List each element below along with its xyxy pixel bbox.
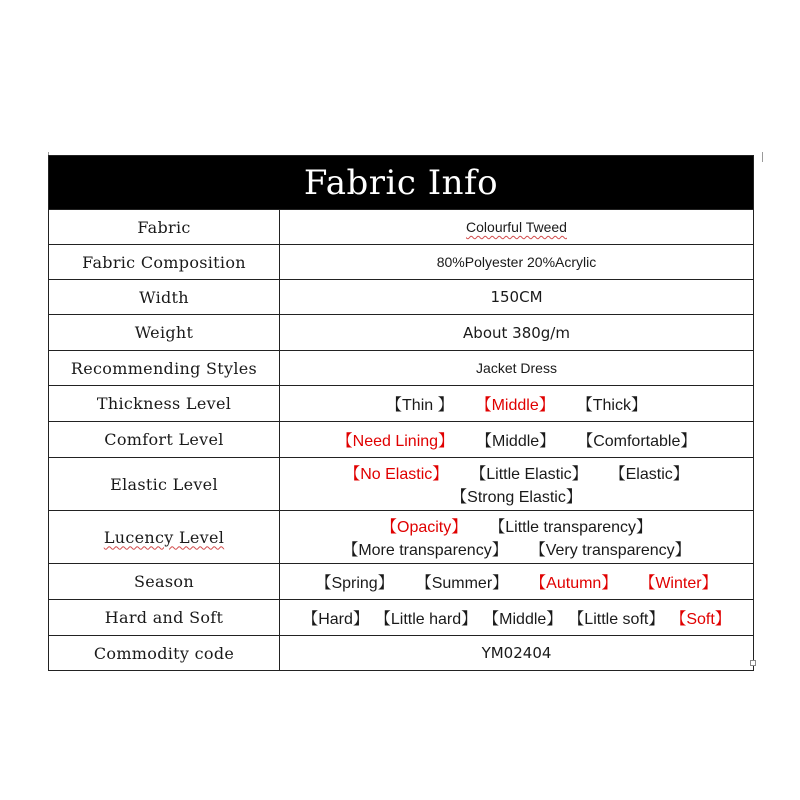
option-middle: 【Middle】 <box>483 611 563 628</box>
row-value <box>280 422 753 457</box>
table-row-commodity-code <box>49 635 753 670</box>
row-label: Recommending Styles <box>49 351 280 385</box>
table-row-hardness <box>49 599 753 635</box>
row-value <box>280 386 753 421</box>
option-little-elastic: 【Little Elastic】 <box>470 466 588 483</box>
option-more-transparency: 【More transparency】 <box>342 542 508 559</box>
row-value <box>280 458 753 510</box>
table-row-comfort <box>49 421 753 457</box>
option-soft: 【Soft】 <box>670 611 731 628</box>
option-spring: 【Spring】 <box>315 575 394 592</box>
fabric-value: Colourful Tweed <box>466 219 567 235</box>
row-value <box>280 564 753 599</box>
option-elastic: 【Elastic】 <box>609 466 689 483</box>
row-value <box>280 600 753 635</box>
row-label: Thickness Level <box>49 386 280 421</box>
row-label: Weight <box>49 315 280 350</box>
option-winter: 【Winter】 <box>639 575 718 592</box>
option-thin: 【Thin 】 <box>386 397 454 414</box>
table-row-composition <box>49 244 753 279</box>
option-little-transparency: 【Little transparency】 <box>489 519 652 536</box>
option-comfortable: 【Comfortable】 <box>577 433 697 450</box>
option-autumn: 【Autumn】 <box>530 575 618 592</box>
table-row-lucency <box>49 510 753 563</box>
table-row-weight <box>49 314 753 350</box>
row-label <box>49 511 280 563</box>
row-value <box>280 511 753 563</box>
row-label: Season <box>49 564 280 599</box>
row-label: Fabric <box>49 210 280 244</box>
table-row-season <box>49 563 753 599</box>
option-strong-elastic: 【Strong Elastic】 <box>451 489 582 506</box>
fabric-info-table <box>48 155 754 671</box>
row-value: About 380g/m <box>463 323 570 342</box>
row-label: Hard and Soft <box>49 600 280 635</box>
option-very-transparency: 【Very transparency】 <box>529 542 691 559</box>
table-row-width <box>49 279 753 314</box>
row-value: 150CM <box>490 288 543 306</box>
table-row-thickness <box>49 385 753 421</box>
row-value: YM02404 <box>481 644 552 662</box>
option-need-lining: 【Need Lining】 <box>336 433 455 450</box>
row-label: Elastic Level <box>49 458 280 510</box>
row-label: Commodity code <box>49 636 280 670</box>
table-row-styles <box>49 350 753 385</box>
option-middle: 【Middle】 <box>475 397 555 414</box>
table-row-elastic <box>49 457 753 510</box>
row-value <box>280 210 753 244</box>
row-value: 80%Polyester 20%Acrylic <box>436 254 597 270</box>
row-label: Comfort Level <box>49 422 280 457</box>
table-row-fabric <box>49 209 753 244</box>
option-no-elastic: 【No Elastic】 <box>344 466 449 483</box>
table-title: Fabric Info <box>49 156 753 209</box>
option-middle: 【Middle】 <box>476 433 556 450</box>
row-value: Jacket Dress <box>476 360 557 376</box>
option-hard: 【Hard】 <box>302 611 369 628</box>
row-label: Width <box>49 280 280 314</box>
option-summer: 【Summer】 <box>415 575 509 592</box>
option-thick: 【Thick】 <box>576 397 647 414</box>
resize-handle[interactable] <box>750 660 756 666</box>
option-opacity: 【Opacity】 <box>381 519 468 536</box>
lucency-label: Lucency Level <box>103 527 225 547</box>
row-label: Fabric Composition <box>49 245 280 279</box>
option-little-hard: 【Little hard】 <box>374 611 478 628</box>
option-little-soft: 【Little soft】 <box>568 611 665 628</box>
